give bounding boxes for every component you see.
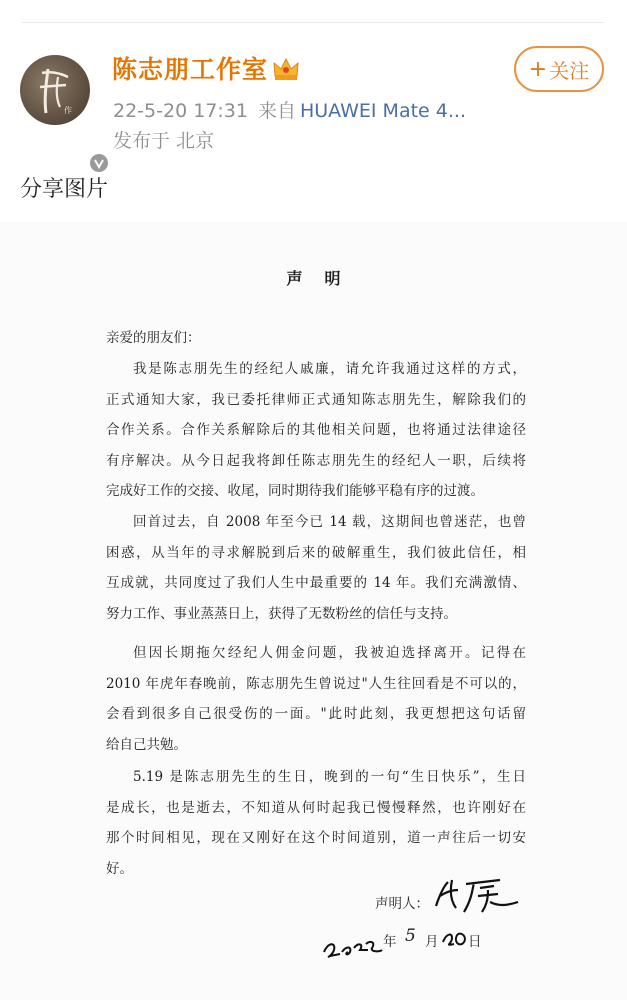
paragraph-line: 给自己共勉。 [106, 736, 187, 753]
handwritten-year [320, 922, 385, 962]
paragraph-line: 我是陈志朋先生的经纪人戚廉，请允许我通过这样的方式， [133, 361, 526, 377]
post-text: 分享图片 [20, 177, 109, 202]
verified-badge-icon [88, 152, 110, 174]
post-timestamp: 22-5-20 17:31 [113, 100, 248, 122]
paragraph-line: 困惑，从当年的寻求解脱到后来的破解重生，我们彼此信任，相 [106, 544, 526, 561]
paragraph-line: 好。 [106, 860, 133, 877]
date-year-unit: 年 [383, 934, 397, 950]
date-month-unit: 月 [425, 934, 439, 950]
paragraph-line: 完成好工作的交接、收尾，同时期待我们能够平稳有序的过渡。 [106, 483, 484, 499]
paragraph-line: 5.19 是陈志朋先生的生日，晚到的一句“生日快乐”，生日 [133, 769, 526, 785]
paragraph-2 [106, 507, 526, 629]
paragraph-4 [106, 762, 526, 884]
source-prefix: 来自 [257, 100, 296, 122]
handwritten-day [440, 922, 470, 950]
avatar[interactable] [20, 55, 90, 125]
paragraph-line: 合作关系。合作关系解除后的其他相关问题，也将通过法律途径 [106, 422, 526, 438]
paragraph-3 [106, 638, 526, 760]
shared-image[interactable] [0, 222, 627, 1000]
top-divider [22, 22, 604, 23]
paragraph-1 [106, 354, 526, 507]
paragraph-line: 是成长，也是逝去，不知道从何时起我已慢慢释然，也许刚好在 [106, 799, 526, 816]
paragraph-line: 有序解决。从今日起我将卸任陈志朋先生的经纪人一职，后续将 [106, 452, 526, 469]
paragraph-line: 但因长期拖欠经纪人佣金问题，我被迫选择离开。记得在 [133, 645, 526, 661]
author-name[interactable]: 陈志朋工作室 [112, 55, 269, 84]
avatar-caption: 作 [64, 106, 72, 115]
follow-button[interactable] [514, 46, 604, 92]
paragraph-line: 回首过去，自 2008 年至今已 14 载，这期间也曾迷茫，也曾 [133, 514, 526, 530]
date-day-unit: 日 [468, 934, 482, 950]
source-device-link[interactable]: HUAWEI Mate 4... [299, 100, 466, 122]
date-month: 5 [405, 926, 416, 946]
plus-icon: + [528, 56, 548, 82]
paragraph-line: 正式通知大家，我已委托律师正式通知陈志朋先生，解除我们的 [106, 391, 526, 408]
crown-icon [272, 56, 300, 82]
post-meta [113, 96, 466, 123]
handwritten-signature [430, 872, 525, 917]
studio-logo-icon [20, 55, 90, 125]
follow-label: 关注 [549, 58, 590, 83]
document-title: 声明 [286, 269, 363, 288]
signature-label: 声明人： [375, 896, 429, 912]
post-location: 发布于 北京 [113, 130, 215, 152]
paragraph-line: 会看到很多自己很受伤的一面。"此时此刻，我更想把这句话留 [106, 706, 526, 722]
paragraph-line: 那个时间相见，现在又刚好在这个时间道别，道一声往后一切安 [106, 830, 526, 846]
paragraph-line: 努力工作、事业蒸蒸日上，获得了无数粉丝的信任与支持。 [106, 605, 457, 622]
document-salutation: 亲爱的朋友们： [106, 330, 201, 346]
paragraph-line: 互成就，共同度过了我们人生中最重要的 14 年。我们充满激情、 [106, 575, 526, 591]
paragraph-line: 2010 年虎年春晚前，陈志朋先生曾说过"人生往回看是不可以的， [106, 675, 526, 692]
